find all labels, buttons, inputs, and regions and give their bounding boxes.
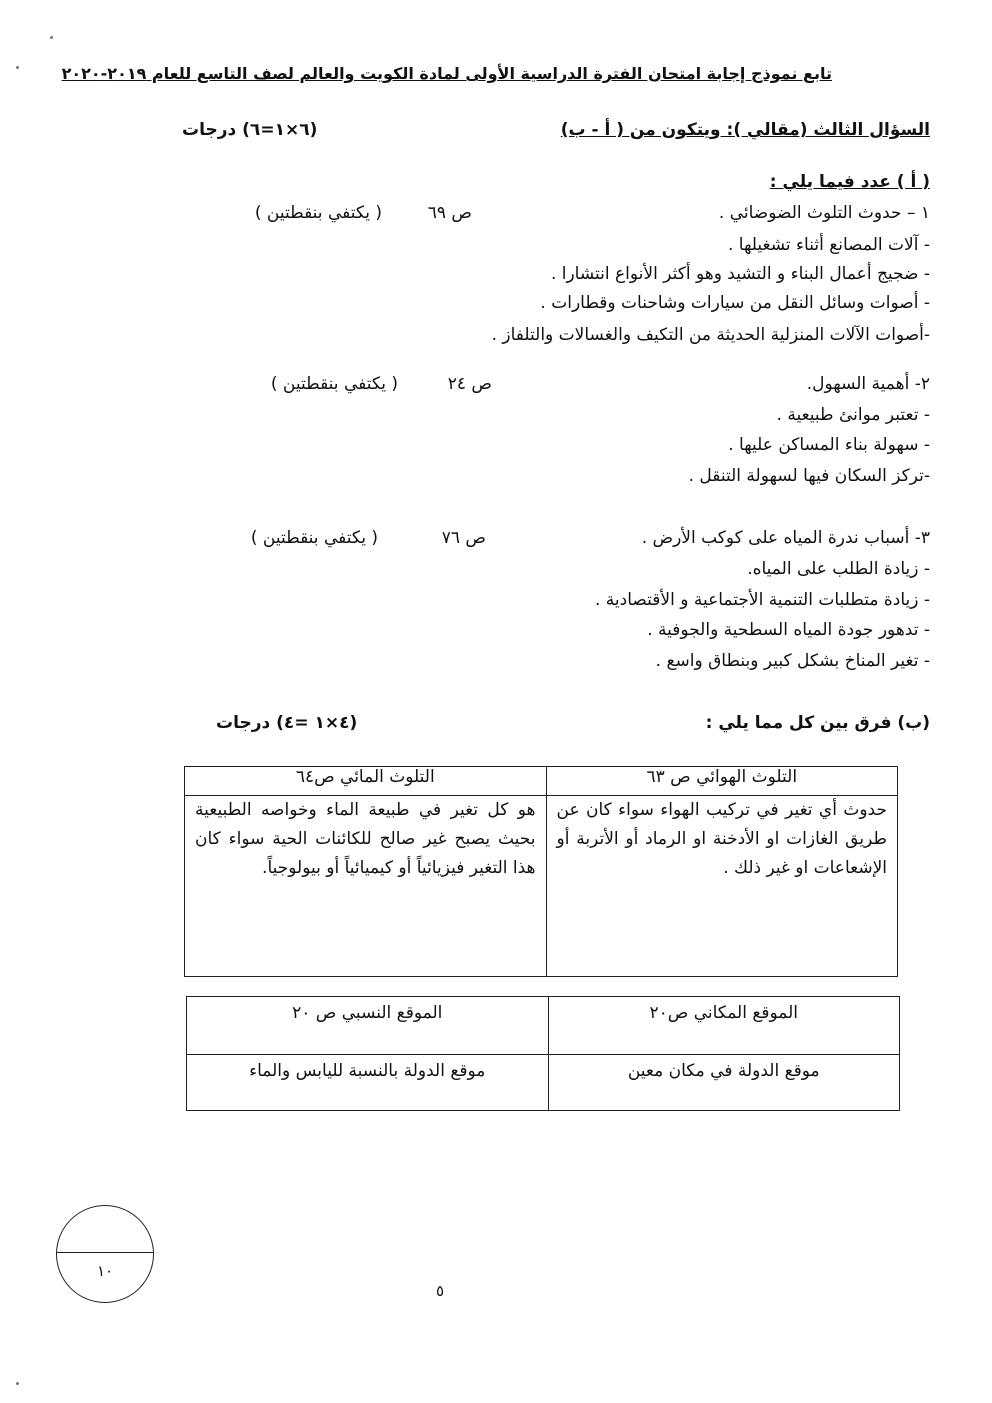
difference-table-pollution — [184, 766, 898, 977]
page-number: ٥ — [436, 1282, 445, 1300]
question-3-title: السؤال الثالث (مقالي ): ويتكون من ( أ - ب) — [560, 120, 930, 140]
group-1-point: - ضجيج أعمال البناء و التشيد وهو أكثر الأنواع انتشارا . — [550, 264, 930, 284]
group-3-note: ( يكتفي بنقطتين ) — [250, 528, 378, 548]
air-pollution-header: التلوث الهوائي ص ٦٣ — [546, 767, 897, 796]
group-1-point: - آلات المصانع أثناء تشغيلها . — [727, 235, 930, 255]
scan-speck — [16, 1382, 19, 1385]
group-1-point: - أصوات وسائل النقل من سيارات وشاحنات وقطارات . — [540, 293, 930, 313]
scan-speck — [16, 66, 19, 69]
part-a-title: ( أ ) عدد فيما يلي : — [769, 172, 930, 192]
group-3-point: - تدهور جودة المياه السطحية والجوفية . — [647, 620, 930, 640]
question-3-marks: (٦×١=٦) درجات — [182, 120, 318, 140]
page-header-title: تابع نموذج إجابة امتحان الفترة الدراسية الأولى لمادة الكويت والعالم لصف التاسع للعام ٢٠١٩-٢٠٢٠ — [61, 64, 832, 83]
part-b-title: (ب) فرق بين كل مما يلي : — [705, 713, 930, 733]
group-2-page: ص ٢٤ — [447, 374, 492, 394]
part-b-marks: (٤×١ =٤) درجات — [216, 713, 358, 733]
spatial-location-header: الموقع المكاني ص٢٠ — [548, 997, 899, 1055]
group-3-point: - تغير المناخ بشكل كبير وبنطاق واسع . — [655, 651, 930, 671]
difference-table-location — [186, 996, 900, 1111]
group-2-note: ( يكتفي بنقطتين ) — [270, 374, 398, 394]
spatial-location-definition: موقع الدولة في مكان معين — [548, 1055, 899, 1111]
water-pollution-definition: هو كل تغير في طبيعة الماء وخواصه الطبيعية بحيث يصبح غير صالح للكائنات الحية سواء كان هذا التغير فيزيائياً أو كيميائياً أو بيولوجياً. — [185, 796, 547, 977]
group-2-point: -تركز السكان فيها لسهولة التنقل . — [688, 466, 930, 486]
score-divider — [57, 1252, 153, 1253]
group-1-note: ( يكتفي بنقطتين ) — [254, 203, 382, 223]
group-2-point: - تعتبر موانئ طبيعية . — [776, 405, 930, 425]
score-circle — [56, 1205, 154, 1303]
group-2-point: - سهولة بناء المساكن عليها . — [728, 435, 930, 455]
group-3-heading: ٣- أسباب ندرة المياه على كوكب الأرض . — [641, 528, 930, 548]
group-2-heading: ٢- أهمية السهول. — [806, 374, 930, 394]
group-1-heading: ١ – حدوث التلوث الضوضائي . — [718, 203, 930, 223]
group-1-page: ص ٦٩ — [427, 203, 472, 223]
scan-speck — [50, 36, 53, 39]
group-3-page: ص ٧٦ — [441, 528, 486, 548]
group-3-point: - زيادة الطلب على المياه. — [747, 559, 930, 579]
group-3-point: - زيادة متطلبات التنمية الأجتماعية و الأقتصادية . — [595, 590, 930, 610]
score-value: ١٠ — [96, 1262, 114, 1280]
water-pollution-header: التلوث المائي ص٦٤ — [185, 767, 547, 796]
group-1-point: -أصوات الآلات المنزلية الحديثة من التكيف والغسالات والتلفاز . — [491, 325, 930, 345]
air-pollution-definition: حدوث أي تغير في تركيب الهواء سواء كان عن طريق الغازات او الأدخنة او الرماد أو الأتربة أو الإشعاعات او غير ذلك . — [546, 796, 897, 977]
relative-location-definition: موقع الدولة بالنسبة لليابس والماء — [187, 1055, 549, 1111]
relative-location-header: الموقع النسبي ص ٢٠ — [187, 997, 549, 1055]
